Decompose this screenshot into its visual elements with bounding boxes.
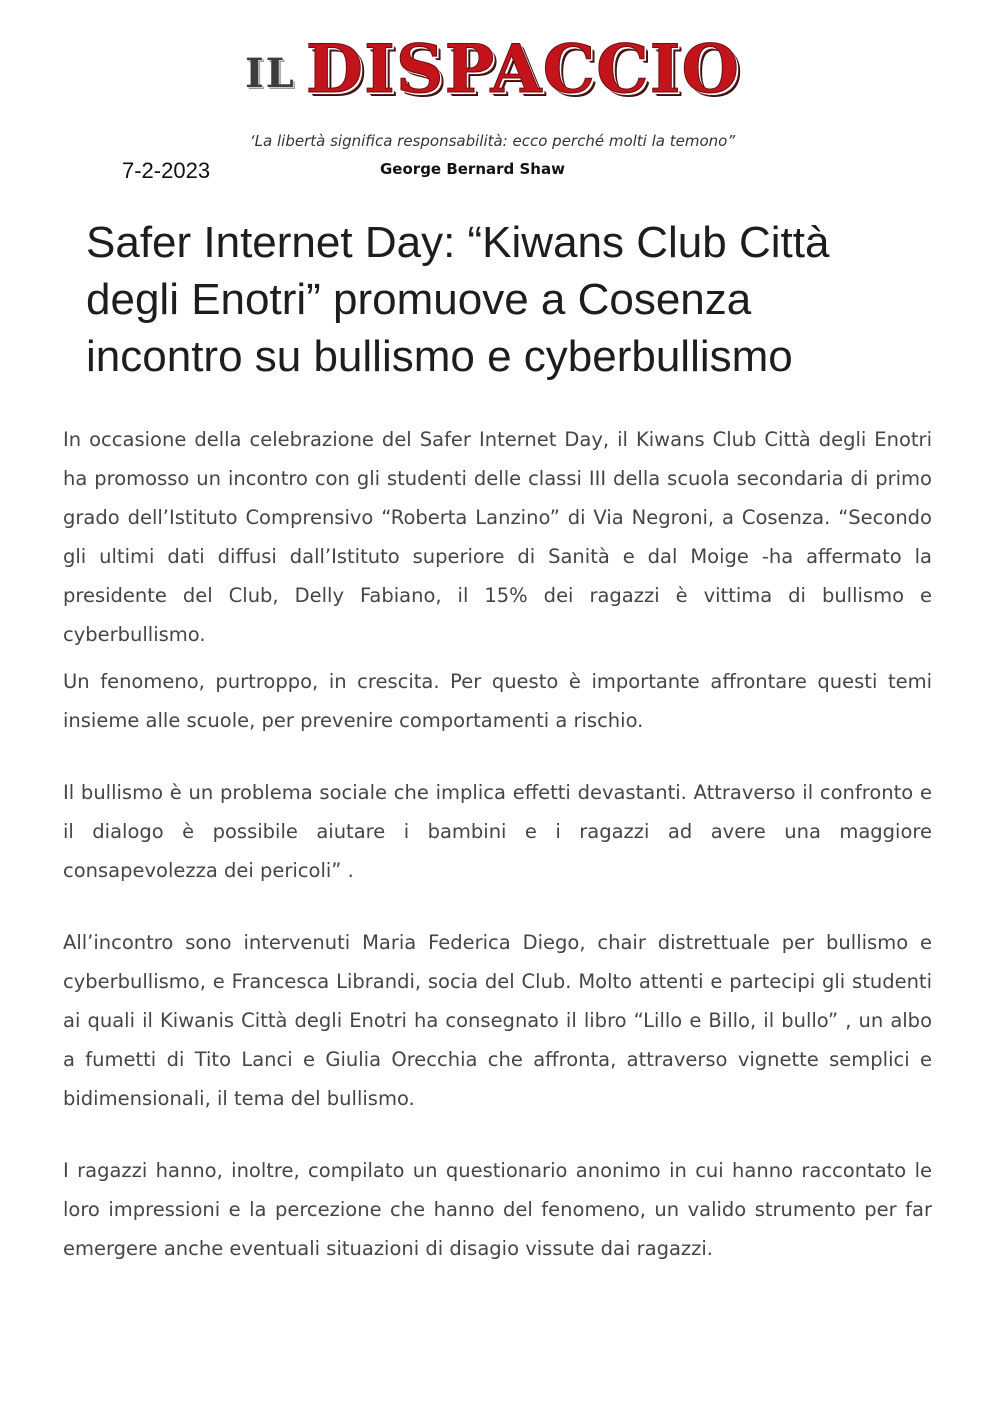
- masthead: [0, 30, 985, 108]
- logo-name: DISPACCIO: [305, 30, 741, 108]
- article-body: [63, 420, 932, 1268]
- publication-date: 7-2-2023: [122, 158, 211, 183]
- masthead-quote: ‘La libertà significa responsabilità: ecco perché molti la temono”: [249, 132, 736, 150]
- article-paragraph: Il bullismo è un problema sociale che implica effetti devastanti. Attraverso il confronto e il dialogo è possibile aiutare i bambini e i ragazzi ad avere una maggiore consapevolezza dei pericoli” .: [63, 781, 932, 882]
- logo-prefix: IL: [244, 50, 296, 97]
- quote-author: George Bernard Shaw: [380, 160, 565, 178]
- article-paragraph: All’incontro sono intervenuti Maria Federica Diego, chair distrettuale per bullismo e cyberbullismo, e Francesca Librandi, socia del Club. Molto attenti e partecipi gli studenti ai quali il Kiwanis Città degli Enotri ha consegnato il libro “Lillo e Billo, il bullo” , un albo a fumetti di Tito Lanci e Giulia Orecchia che affronta, attraverso vignette semplici e bidimensionali, il tema del bullismo.: [63, 931, 932, 1110]
- site-logo[interactable]: [244, 30, 741, 108]
- article-paragraph: In occasione della celebrazione del Safer Internet Day, il Kiwans Club Città degli Enotri ha promosso un incontro con gli studenti delle classi III della scuola secondaria di primo grado dell’Istituto Comprensivo “Roberta Lanzino” di Via Negroni, a Cosenza. “Secondo gli ultimi dati diffusi dall’Istituto superiore di Sanità e dal Moige -ha affermato la presidente del Club, Delly Fabiano, il 15% dei ragazzi è vittima di bullismo e cyberbullismo.: [63, 428, 932, 646]
- article-paragraph: Un fenomeno, purtroppo, in crescita. Per questo è importante affrontare questi temi insieme alle scuole, per prevenire comportamenti a rischio.: [63, 670, 932, 732]
- article-title: Safer Internet Day: “Kiwans Club Città degli Enotri” promuove a Cosenza incontro su bullismo e cyberbullismo: [86, 218, 830, 381]
- article-paragraph: I ragazzi hanno, inoltre, compilato un questionario anonimo in cui hanno raccontato le loro impressioni e la percezione che hanno del fenomeno, un valido strumento per far emergere anche eventuali situazioni di disagio vissute dai ragazzi.: [63, 1159, 932, 1260]
